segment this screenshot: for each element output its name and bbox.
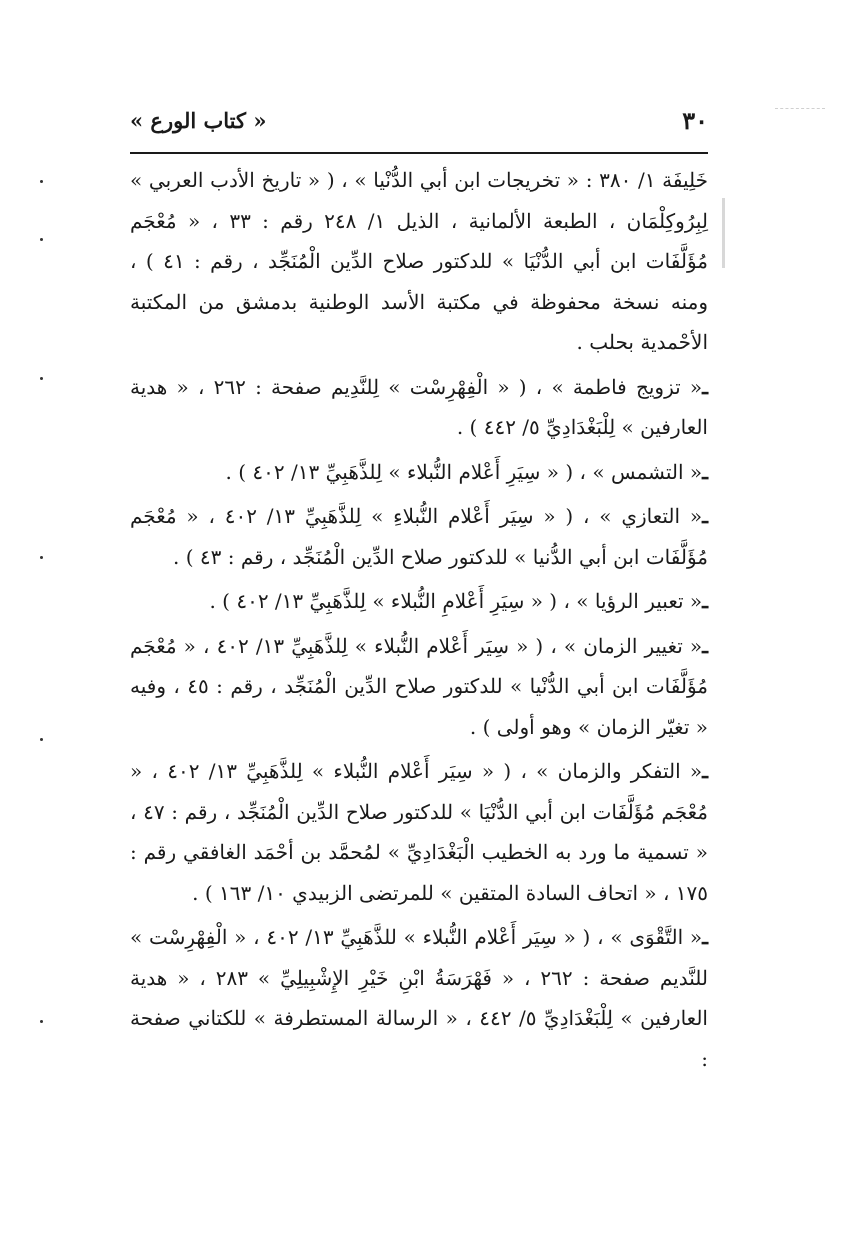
list-item (130, 496, 708, 577)
margin-dot (40, 738, 43, 741)
page-body (130, 160, 708, 1083)
entry-dash: ـ (702, 374, 708, 399)
page-header (130, 100, 708, 144)
running-title: « كتاب الورع » (130, 108, 267, 133)
entry-dash: ـ (702, 759, 708, 783)
entry-dash: ـ (702, 589, 708, 613)
list-item (130, 751, 708, 913)
entry-text: « تغيير الزمان » ، ( « سِيَر أَعْلام النُّبلاء » لِلذَّهَبِيِّ ١٣/ ٤٠٢ ، « مُعْجَم مُؤَلَّفَات ابن أبي الدُّنْيا » للدكتور صلاح الدِّين الْمُنَجِّد ، رقم : ٤٥ ، وفيه « تغيّر الزمان » وهو أولى ) . (130, 633, 708, 739)
entry-dash: ـ (702, 633, 708, 658)
header-rule (130, 152, 708, 154)
scan-artifact-bar (722, 198, 725, 268)
list-item (130, 367, 708, 448)
scan-artifact-line (775, 108, 825, 109)
list-item (130, 452, 708, 493)
margin-dot (40, 180, 43, 183)
intro-paragraph: خَلِيفَة ١/ ٣٨٠ : « تخريجات ابن أبي الدُّنْيا » ، ( « تاريخ الأدب العربي » لِبِرُوكِلْمَان ، الطبعة الألمانية ، الذيل ١/ ٢٤٨ رقم : ٣٣ ، « مُعْجَم مُؤَلَّفَات ابن أبي الدُّنْيَا » للدكتور صلاح الدِّين الْمُنَجِّد ، رقم : ٤١ ) ، ومنه نسخة محفوظة في مكتبة الأسد الوطنية بدمشق من المكتبة الأحْمدية بحلب . (130, 168, 708, 354)
entry-text: « تزويج فاطمة » ، ( « الْفِهْرِسْت » لِلنَّدِيم صفحة : ٢٦٢ ، « هدية العارفين » لِلْبَغْدَادِيِّ ٥/ ٤٤٢ ) . (130, 374, 708, 439)
margin-dot (40, 1020, 43, 1023)
entry-text: « تعبير الرؤيا » ، ( « سِيَرِ أَعْلامِ النُّبلاء » لِلذَّهَبِيِّ ١٣/ ٤٠٢ ) . (209, 589, 703, 613)
entry-text: « التفكر والزمان » ، ( « سِيَر أَعْلام النُّبلاء » لِلذَّهَبِيِّ ١٣/ ٤٠٢ ، « مُعْجَم مُؤَلَّفَات ابن أبي الدُّنْيَا » للدكتور صلاح الدِّين الْمُنَجِّد ، رقم : ٤٧ ، « تسمية ما ورد به الخطيب الْبَغْدَادِيِّ » لمُحمَّد بن أحْمَد الغافقي رقم : ١٧٥ ، « اتحاف السادة المتقين » للمرتضى الزبيدي ١٠/ ١٦٣ ) . (130, 759, 709, 905)
entry-dash: ـ (702, 925, 708, 949)
entry-dash: ـ (702, 504, 708, 528)
margin-dot (40, 377, 43, 380)
entry-text: « التعازي » ، ( « سِيَر أَعْلام النُّبلاءِ » لِلذَّهَبِيِّ ١٣/ ٤٠٢ ، « مُعْجَم مُؤَلَّفَات ابن أبي الدُّنيا » للدكتور صلاح الدِّين الْمُنَجِّد ، رقم : ٤٣ ) . (130, 504, 708, 569)
margin-dot (40, 238, 43, 241)
entry-text: « التَّقْوَى » ، ( « سِيَر أَعْلام النُّبلاء » للذَّهَبِيِّ ١٣/ ٤٠٢ ، « الْفِهْرِسْت » للنَّديم صفحة : ٢٦٢ ، « فَهْرَسَةُ ابْنِ خَيْرِ الإِشْبِيلِيِّ » ٢٨٣ ، « هدية العارفين » لِلْبَغْدَادِيِّ ٥/ ٤٤٢ ، « الرسالة المستطرفة » للكتاني صفحة : (130, 925, 708, 1071)
page-number: ٣٠ (682, 106, 708, 135)
entry-text: « التشمس » ، ( « سِيَرِ أَعْلام النُّبلاء » لِلذَّهَبِيِّ ١٣/ ٤٠٢ ) . (225, 459, 703, 484)
list-item (130, 626, 708, 748)
list-item (130, 917, 708, 1079)
margin-dot (40, 556, 43, 559)
entry-dash: ـ (702, 459, 708, 484)
list-item (130, 581, 708, 622)
